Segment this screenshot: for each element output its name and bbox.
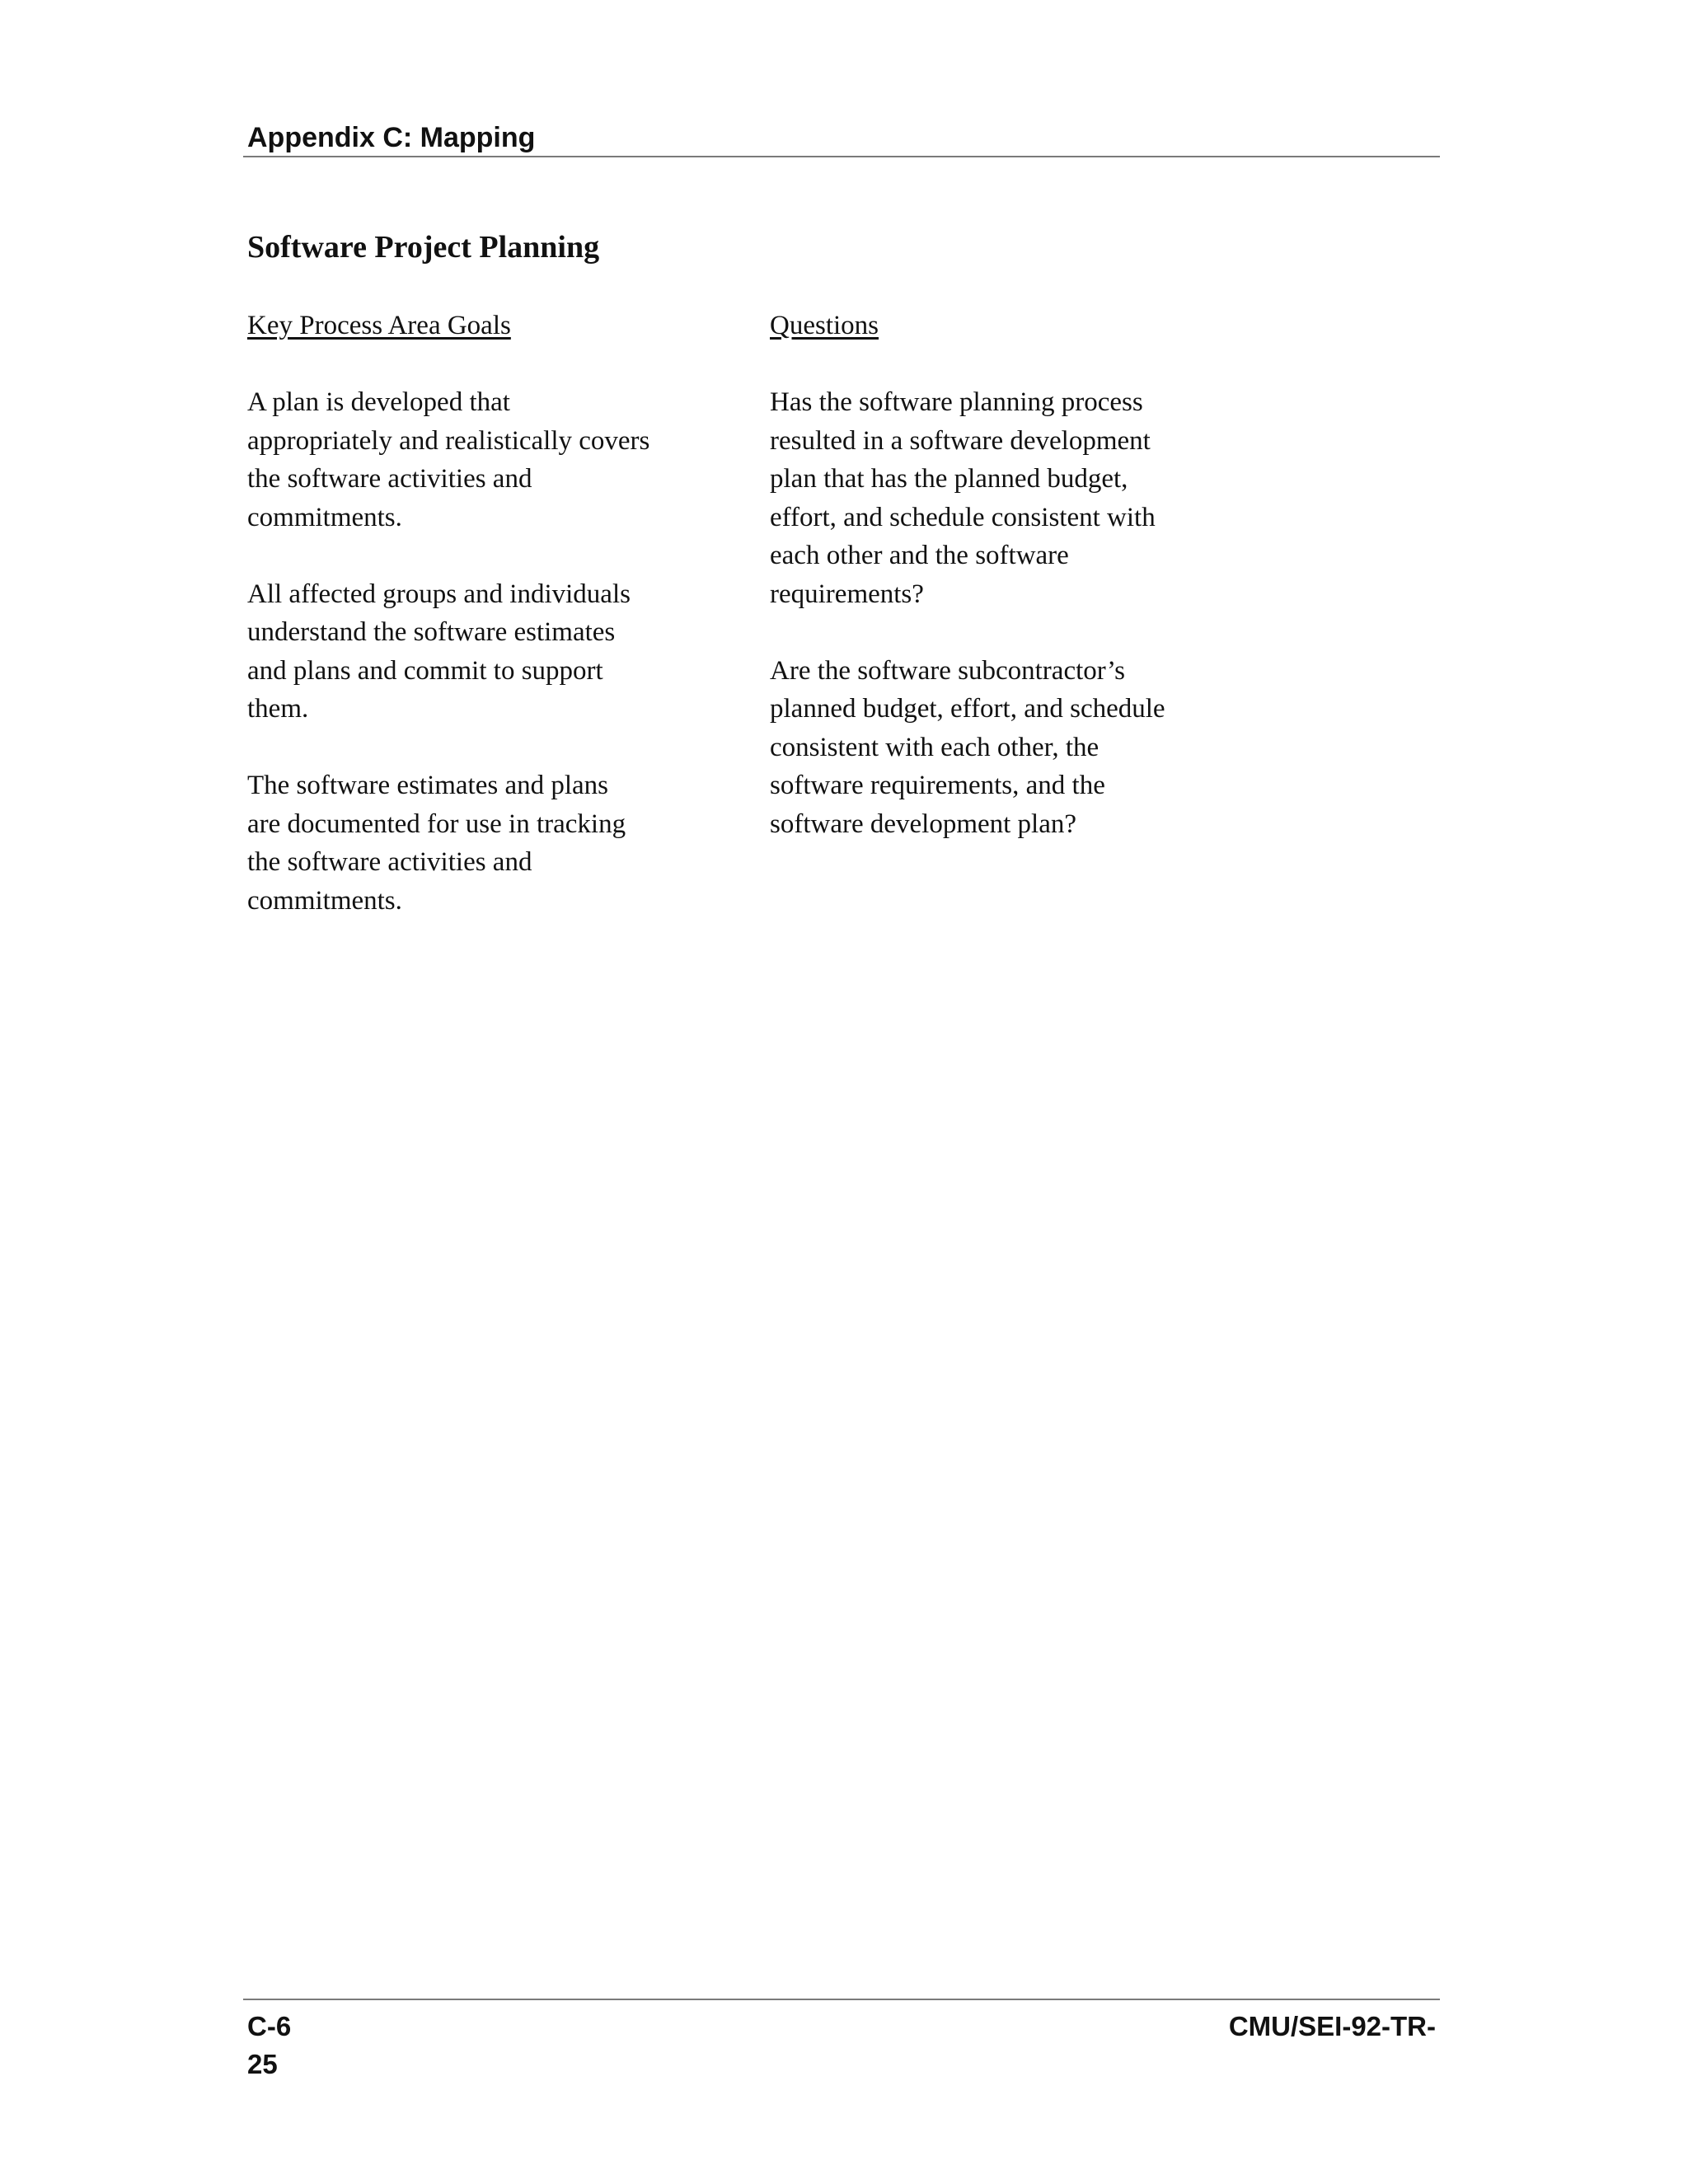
- questions-heading: Questions: [770, 311, 879, 340]
- question-line: each other and the software: [770, 541, 1069, 570]
- question-line: resulted in a software development: [770, 425, 1151, 456]
- footer-page-number: [247, 2008, 291, 2083]
- goal-line: the software activities and: [247, 847, 532, 877]
- goal-line: understand the software estimates: [247, 617, 616, 647]
- footer-rule: [243, 1999, 1440, 2000]
- question-paragraph: [770, 383, 1215, 613]
- footer-report-id: CMU/SEI-92-TR-: [1228, 2011, 1436, 2041]
- question-line: requirements?: [770, 579, 924, 609]
- goal-line: All affected groups and individuals: [247, 579, 631, 609]
- goal-line: appropriately and realistically covers: [247, 425, 650, 456]
- question-paragraph: [770, 652, 1215, 844]
- question-line: Has the software planning process: [770, 387, 1143, 417]
- goals-column: [247, 307, 692, 958]
- question-line: software development plan?: [770, 808, 1077, 839]
- goal-line: A plan is developed that: [247, 387, 510, 417]
- goal-paragraph: [247, 766, 692, 920]
- question-line: plan that has the planned budget,: [770, 464, 1128, 494]
- goal-line: the software activities and: [247, 464, 532, 494]
- header-rule: [243, 156, 1440, 157]
- running-header: Appendix C: Mapping: [247, 122, 536, 153]
- goal-line: The software estimates and plans: [247, 771, 609, 800]
- goal-line: and plans and commit to support: [247, 655, 603, 686]
- report-id-continuation: 25: [247, 2049, 278, 2079]
- question-line: effort, and schedule consistent with: [770, 502, 1156, 532]
- page-number: C-6: [247, 2011, 292, 2041]
- question-line: consistent with each other, the: [770, 732, 1100, 762]
- questions-column: [770, 307, 1215, 882]
- goal-paragraph: [247, 383, 692, 537]
- goal-line: are documented for use in tracking: [247, 808, 626, 839]
- question-line: software requirements, and the: [770, 771, 1105, 800]
- goal-line: commitments.: [247, 885, 402, 916]
- goals-heading: Key Process Area Goals: [247, 311, 511, 340]
- question-line: planned budget, effort, and schedule: [770, 694, 1165, 724]
- goal-paragraph: [247, 575, 692, 729]
- section-title: Software Project Planning: [247, 230, 600, 265]
- question-line: Are the software subcontractor’s: [770, 655, 1125, 686]
- goal-line: them.: [247, 694, 309, 724]
- goal-line: commitments.: [247, 502, 402, 532]
